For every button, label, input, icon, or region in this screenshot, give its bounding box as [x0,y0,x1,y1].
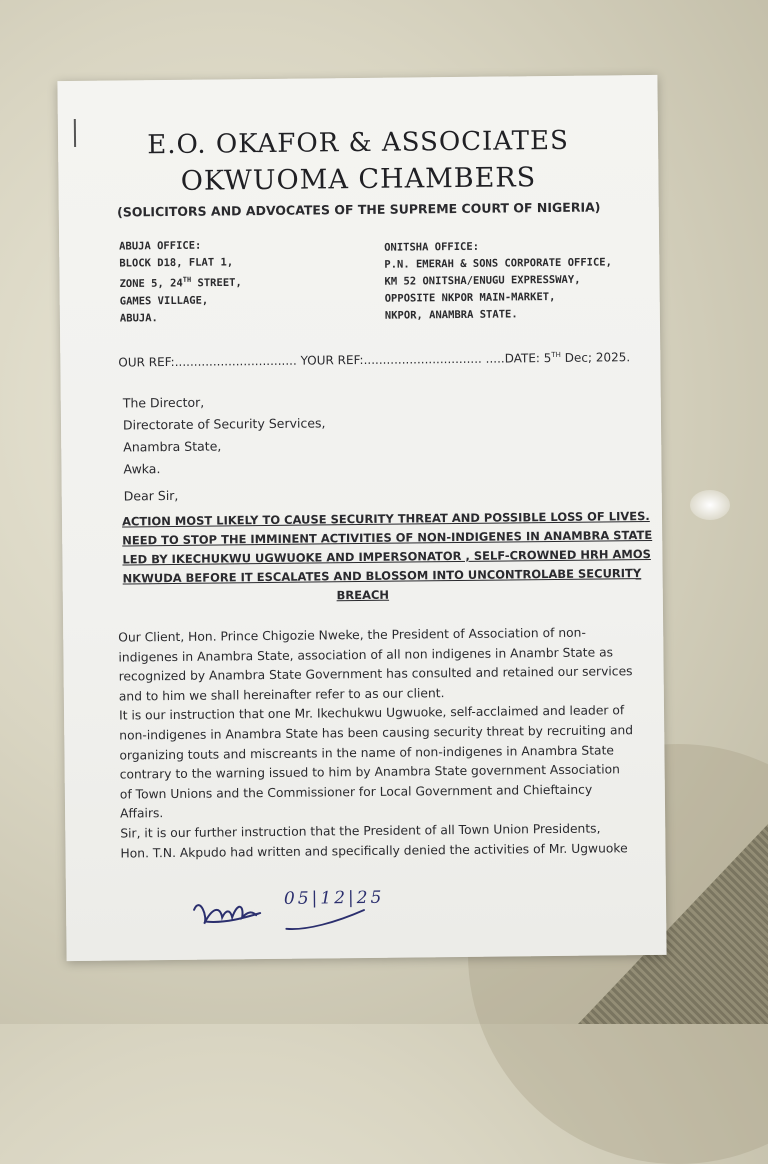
body-line: contrary to the warning issued to him by Anambra State government Association [119,762,620,782]
body-line: recognized by Anambra State Government has consulted and retained our services [118,664,633,684]
light-glare [690,490,730,520]
body-line: of Town Unions and the Commissioner for Local Government and Chieftaincy [119,782,593,802]
body-line: Sir, it is our further instruction that the President of all Town Union Presidents, [120,821,601,841]
abuja-address-line: GAMES VILLAGE, [119,294,209,308]
subject-line: NEED TO STOP THE IMMINENT ACTIVITIES OF NON-INDIGENES IN ANAMBRA STATE [122,527,653,548]
letter-page [57,75,666,961]
body-line: non-indigenes in Anambra State has been causing security threat by recruiting and [119,723,634,743]
body-line: Our Client, Hon. Prince Chigozie Nweke, the President of Association of non- [118,625,586,645]
onitsha-address-line: P.N. EMERAH & SONS CORPORATE OFFICE, [384,256,612,271]
signature-date: 05|12|25 [283,887,385,909]
recipient-line: Awka. [123,461,161,477]
subject-line: ACTION MOST LIKELY TO CAUSE SECURITY THREAT AND POSSIBLE LOSS OF LIVES. [121,508,650,529]
subject-line: BREACH [336,587,390,603]
onitsha-address-line: NKPOR, ANAMBRA STATE. [384,308,518,322]
recipient-line: The Director, [122,394,205,411]
onitsha-office-address [384,237,612,324]
body-line: indigenes in Anambra State, association of all non indigenes in Anambr State as [118,644,614,665]
recipient-address [123,390,326,480]
onitsha-address-line: KM 52 ONITSHA/ENUGU EXPRESSWAY, [384,273,581,288]
chambers-name: OKWUOMA CHAMBERS [180,162,537,197]
letter-date: .....DATE: 5TH Dec; 2025. [481,350,631,366]
abuja-address-line: ABUJA. [119,311,158,325]
body-line: Hon. T.N. Akpudo had written and specifically denied the activities of Mr. Ugwuoke [120,840,628,861]
salutation: Dear Sir, [123,487,179,504]
subject-line: NKWUDA BEFORE IT ESCALATES AND BLOSSOM INTO UNCONTROLABE SECURITY [122,566,642,586]
abuja-office-title: ABUJA OFFICE: [119,239,202,253]
our-ref: OUR REF:................................ [118,353,297,370]
body-line: and to him we shall hereinafter refer to as our client. [118,685,445,704]
subject-heading [121,507,653,607]
abuja-office-address [119,237,242,327]
body-line: It is our instruction that one Mr. Ikechukwu Ugwuoke, self-acclaimed and leader of [118,703,625,723]
body-line: organizing touts and miscreants in the name of non-indigenes in Anambra State [119,742,614,763]
onitsha-office-title: ONITSHA OFFICE: [384,240,480,254]
your-ref: YOUR REF:............................... [296,351,482,368]
subject-line: LED BY IKECHUKWU UGWUOKE AND IMPERSONATOR , SELF-CROWNED HRH AMOS [122,546,651,567]
abuja-address-line: ZONE 5, 24TH STREET, [119,275,242,291]
recipient-line: Directorate of Security Services, [122,415,326,433]
letter-body [118,623,634,863]
firm-name: E.O. OKAFOR & ASSOCIATES [147,125,569,161]
reference-line [118,350,630,369]
recipient-line: Anambra State, [123,438,222,455]
body-line: Affairs. [120,806,164,821]
firm-tagline: (SOLICITORS AND ADVOCATES OF THE SUPREME COURT OF NIGERIA) [117,199,601,220]
onitsha-address-line: OPPOSITE NKPOR MAIN-MARKET, [384,290,556,305]
abuja-address-line: BLOCK D18, FLAT 1, [119,256,234,270]
